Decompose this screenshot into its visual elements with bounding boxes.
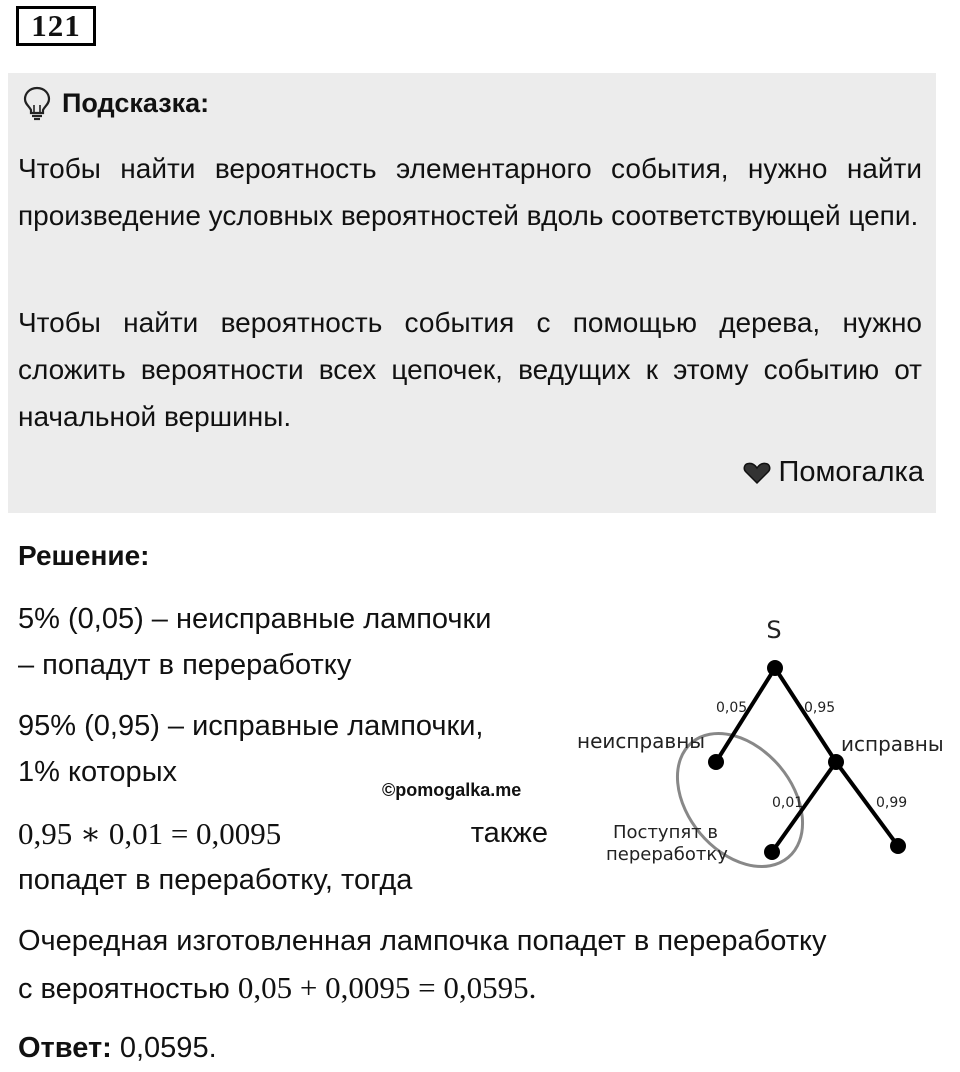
edge-label-left: 0,05 <box>716 700 748 716</box>
formula-product: 0,95 ∗ 0,01 = 0,0095 <box>18 816 282 851</box>
solution-title: Решение: <box>18 540 150 571</box>
task-number: 121 <box>16 6 96 46</box>
answer <box>18 1025 217 1072</box>
answer-label: Ответ: <box>18 1032 112 1064</box>
edge-label-right: 0,95 <box>804 700 836 716</box>
brand-label <box>743 451 924 493</box>
recycle-label-line-1: Поступят в <box>613 822 718 843</box>
solution-line-4: 1% которых <box>18 756 178 788</box>
node-label-faulty: неисправны <box>577 729 706 753</box>
solution-line-6: попадет в переработку, тогда <box>18 864 413 896</box>
solution-line-8 <box>18 964 536 1013</box>
heart-icon <box>743 460 771 484</box>
hint-paragraph-1: Чтобы найти вероятность элементарного события, нужно найти произведение условных вероятностей вдоль соответствующей цепи. <box>18 153 922 231</box>
solution-line-1: 5% (0,05) – неисправные лампочки <box>18 603 492 635</box>
hint-box <box>8 73 936 513</box>
edge-label-inner-left: 0,01 <box>772 795 804 811</box>
node-working <box>828 754 844 770</box>
solution-line-3: 95% (0,95) – исправные лампочки, <box>18 710 484 742</box>
hint-paragraph-2: Чтобы найти вероятность события с помощью дерева, нужно сложить вероятности всех цепочек, ведущих к этому событию от начальной вершины. <box>18 307 922 432</box>
brand-text: Помогалка <box>778 455 924 488</box>
probability-tree <box>560 600 960 900</box>
lightbulb-icon <box>20 85 54 121</box>
hint-title-label: Подсказка: <box>62 87 210 118</box>
node-faulty <box>708 754 724 770</box>
solution-line-8-text: с вероятностью <box>18 973 238 1005</box>
solution-line-2: – попадут в переработку <box>18 649 352 681</box>
solution-word-also: также <box>470 817 548 849</box>
node-recycled <box>764 844 780 860</box>
edge-label-inner-right: 0,99 <box>876 795 908 811</box>
node-root <box>767 660 783 676</box>
tree-root-label: S <box>766 616 782 644</box>
watermark: ©pomogalka.me <box>382 780 522 800</box>
answer-value: 0,0595. <box>111 1032 217 1064</box>
node-kept <box>890 838 906 854</box>
formula-sum: 0,05 + 0,0095 = 0,0595. <box>237 970 537 1005</box>
node-label-working: исправны <box>841 732 944 756</box>
hint-title <box>20 85 209 121</box>
recycle-label-line-2: переработку <box>606 844 728 865</box>
solution-line-7: Очередная изготовленная лампочка попадет в переработку <box>18 925 827 957</box>
solution-formula-line <box>18 810 548 857</box>
